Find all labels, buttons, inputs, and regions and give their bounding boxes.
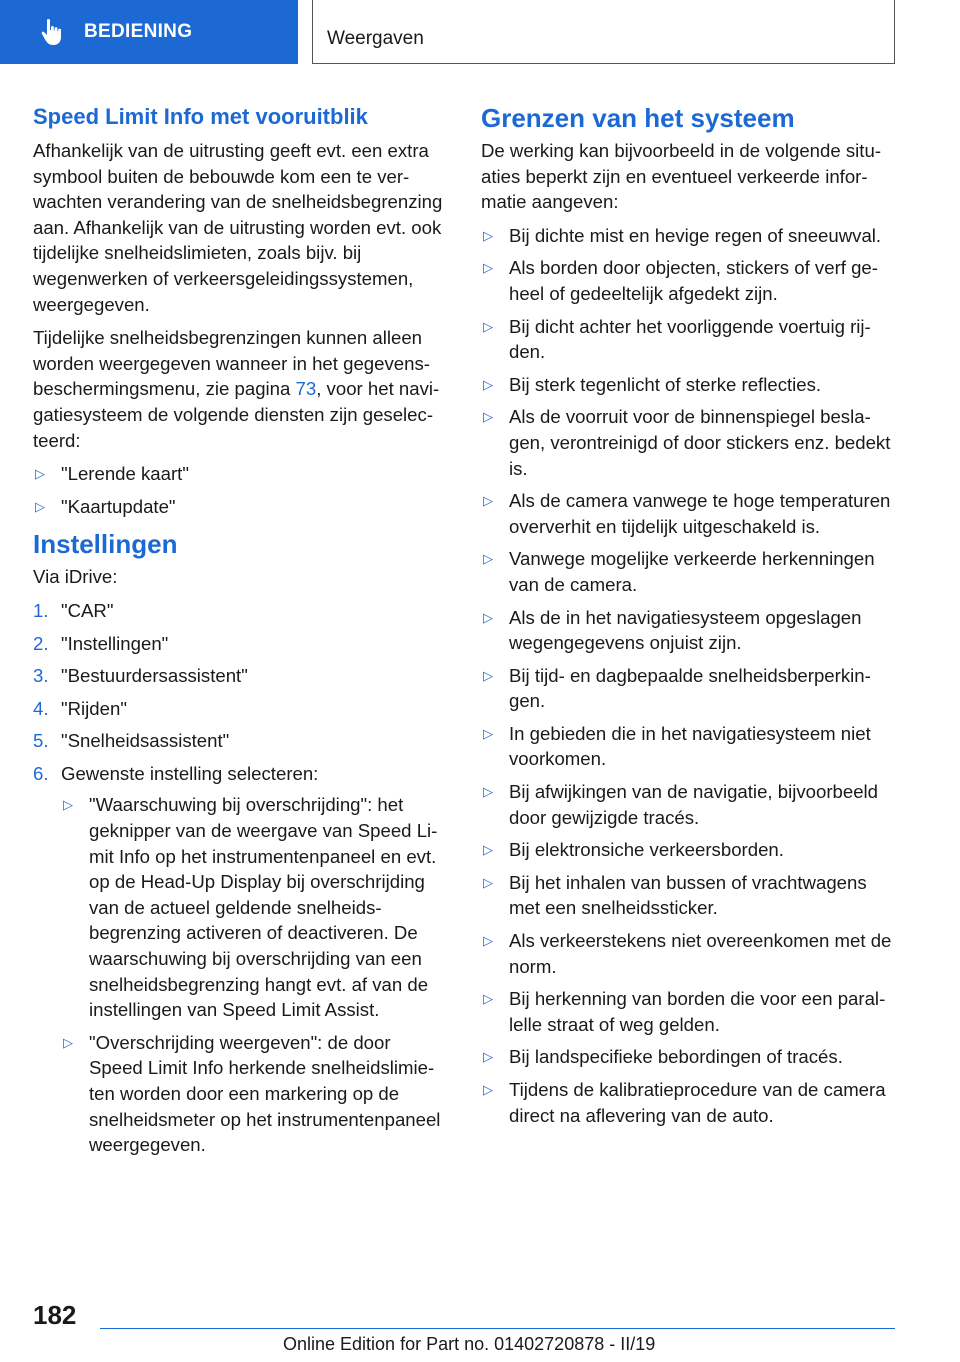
list-item-text: Bij landspecifieke bebordingen of tracés. xyxy=(509,1046,843,1068)
list-item-text: Bij het inhalen van bussen of vrachtwagens met een snelheidssticker. xyxy=(509,871,867,919)
triangle-bullet-icon: ▷ xyxy=(483,667,493,683)
triangle-bullet-icon: ▷ xyxy=(483,933,493,949)
list-item xyxy=(481,605,896,656)
list-item xyxy=(481,721,896,772)
triangle-bullet-icon: ▷ xyxy=(483,260,493,276)
list-item xyxy=(481,314,896,365)
system-limits-intro: De werking kan bijvoorbeeld in de volgende situaties beperkt zijn en eventueel verkeerde informatie aangeven: xyxy=(481,140,882,213)
list-item-text: Bij sterk tegenlicht of sterke reflecties. xyxy=(509,373,822,395)
step-text: "CAR" xyxy=(61,599,114,621)
step-number: 6. xyxy=(33,762,49,784)
list-item-text: Bij afwijkingen van de navigatie, bijvoorbeeld door gewijzigde tracés. xyxy=(509,781,879,828)
footer-divider xyxy=(100,1328,895,1329)
list-item-text: Vanwege mogelijke verkeerde herkenningen van de camera. xyxy=(509,548,875,595)
page-reference-link[interactable]: 73 xyxy=(295,378,317,400)
services-list xyxy=(33,461,449,519)
settings-steps xyxy=(33,598,449,1158)
triangle-bullet-icon: ▷ xyxy=(483,991,493,1007)
step-text: "Rijden" xyxy=(61,697,127,719)
settings-heading: Instellingen xyxy=(33,529,178,560)
triangle-bullet-icon: ▷ xyxy=(35,466,45,482)
list-item xyxy=(481,372,896,398)
section-tab[interactable] xyxy=(0,0,298,64)
list-item xyxy=(481,870,896,921)
list-item-text: Bij tijd- en dagbepaalde snelheidsberperkingen. xyxy=(509,664,871,712)
triangle-bullet-icon: ▷ xyxy=(483,318,493,334)
section-label: BEDIENING xyxy=(84,21,193,42)
chapter-label: Weergaven xyxy=(327,28,424,49)
list-item xyxy=(481,663,896,714)
paragraph-2-text-b: , voor het navigatiesysteem de volgende diensten zijn geselecteerd: xyxy=(33,378,440,451)
list-item xyxy=(33,461,449,487)
list-item-text: Bij dicht achter het voorliggende voertuig rijden. xyxy=(509,315,871,363)
list-item xyxy=(61,792,449,1022)
paragraph-2-text-a: Tijdelijke snelheidsbegrenzingen kunnen alleen worden weergegeven wanneer in het gegevensbeschermingsmenu, zie pagina xyxy=(33,327,430,400)
system-limits-list xyxy=(481,223,896,1128)
list-item xyxy=(481,223,896,249)
triangle-bullet-icon: ▷ xyxy=(483,784,493,800)
step-item xyxy=(33,761,449,1158)
list-item-text: In gebieden die in het navigatiesysteem niet voorkomen. xyxy=(509,722,871,770)
left-column xyxy=(33,100,449,1165)
list-item-text: Bij herkenning van borden die voor een parallelle straat of weg gelden. xyxy=(509,988,886,1035)
triangle-bullet-icon: ▷ xyxy=(483,409,493,425)
list-item-text: "Lerende kaart" xyxy=(61,463,189,485)
list-item-text: Bij elektronsiche verkeersborden. xyxy=(509,839,784,861)
list-item-text: "Waarschuwing bij overschrijding": het geknipper van de weergave van Speed Limit Info op het instrumentenpaneel en evt. op de Head-Up Display bij overschrijding van de actueel geldende snelheidsbegrenzing activeren of deactiveren. De waarschuwing bij overschrijding van een snelheidsbegrenzing hangt evt. af van de instellingen van Speed Limit Assist. xyxy=(89,794,438,1021)
list-item xyxy=(481,837,896,863)
list-item-text: "Kaartupdate" xyxy=(61,495,176,517)
step-text: "Bestuurdersassistent" xyxy=(61,665,248,687)
step-number: 5. xyxy=(33,730,49,752)
speed-limit-heading: Speed Limit Info met vooruitblik xyxy=(33,104,368,129)
step-item xyxy=(33,663,449,689)
list-item-text: Als verkeerstekens niet overeenkomen met de norm. xyxy=(509,930,892,977)
triangle-bullet-icon: ▷ xyxy=(483,725,493,741)
list-item xyxy=(481,779,896,830)
step-text: "Instellingen" xyxy=(61,632,169,654)
edition-footer: Online Edition for Part no. 01402720878 - II/19 xyxy=(283,1334,656,1354)
triangle-bullet-icon: ▷ xyxy=(35,498,45,514)
step-number: 3. xyxy=(33,665,49,687)
step-item xyxy=(33,631,449,657)
hand-pointer-icon xyxy=(40,18,66,46)
list-item-text: "Overschrijding weergeven": de door Speed Limit Info herkende snelheidslimieten worden door een markering op de snelheidsmeter op het instrumentenpaneel weergegeven. xyxy=(89,1031,441,1156)
chapter-header xyxy=(312,0,895,64)
list-item xyxy=(481,928,896,979)
step-item xyxy=(33,728,449,754)
triangle-bullet-icon: ▷ xyxy=(483,842,493,858)
triangle-bullet-icon: ▷ xyxy=(483,1049,493,1065)
step-number: 1. xyxy=(33,599,49,621)
list-item-text: Als borden door objecten, stickers of verf geheel of gedeeltelijk afgedekt zijn. xyxy=(509,257,878,304)
list-item xyxy=(481,255,896,306)
triangle-bullet-icon: ▷ xyxy=(483,609,493,625)
list-item xyxy=(481,488,896,539)
list-item xyxy=(61,1030,449,1158)
speed-limit-paragraph-1: Afhankelijk van de uitrusting geeft evt. een extra symbool buiten de bebouwde kom een te verwachten verandering van de snelheidsbegrenzing aan. Afhankelijk van de uitrusting worden evt. ook tijdelijke snelheidslimieten, zoals bijv. bij wegenwerken of verkeersgeleidingssystemen, weergegeven. xyxy=(33,140,443,315)
page-number: 182 xyxy=(33,1300,77,1330)
triangle-bullet-icon: ▷ xyxy=(483,1082,493,1097)
speed-limit-paragraph-2 xyxy=(33,325,449,453)
step-text: Gewenste instelling selecteren: xyxy=(61,762,319,784)
system-limits-heading: Grenzen van het systeem xyxy=(481,103,795,133)
list-item xyxy=(33,494,449,520)
list-item-text: Tijdens de kalibratieprocedure van de camera direct na aflevering van de auto. xyxy=(509,1079,886,1126)
triangle-bullet-icon: ▷ xyxy=(483,376,493,392)
list-item xyxy=(481,1077,896,1128)
list-item-text: Bij dichte mist en hevige regen of sneeuwval. xyxy=(509,224,882,246)
triangle-bullet-icon: ▷ xyxy=(483,874,493,890)
settings-intro: Via iDrive: xyxy=(33,566,118,588)
right-column xyxy=(481,100,896,1135)
triangle-bullet-icon: ▷ xyxy=(63,797,73,813)
list-item-text: Als de in het navigatiesysteem opgeslagen wegengegevens onjuist zijn. xyxy=(509,606,862,654)
list-item xyxy=(481,546,896,597)
step-number: 2. xyxy=(33,632,49,654)
list-item xyxy=(481,1044,896,1070)
step-text: "Snelheidsassistent" xyxy=(61,730,230,752)
triangle-bullet-icon: ▷ xyxy=(483,227,493,243)
list-item xyxy=(481,404,896,481)
step-item xyxy=(33,598,449,624)
step-number: 4. xyxy=(33,697,49,719)
triangle-bullet-icon: ▷ xyxy=(483,551,493,567)
list-item-text: Als de voorruit voor de binnenspiegel beslagen, verontreinigd of door stickers enz. bedekt is. xyxy=(509,406,891,479)
step-6-options xyxy=(61,792,449,1157)
triangle-bullet-icon: ▷ xyxy=(483,493,493,509)
list-item xyxy=(481,986,896,1037)
triangle-bullet-icon: ▷ xyxy=(63,1034,73,1050)
list-item-text: Als de camera vanwege te hoge temperaturen oververhit en tijdelijk uitgeschakeld is. xyxy=(509,490,891,537)
step-item xyxy=(33,696,449,722)
